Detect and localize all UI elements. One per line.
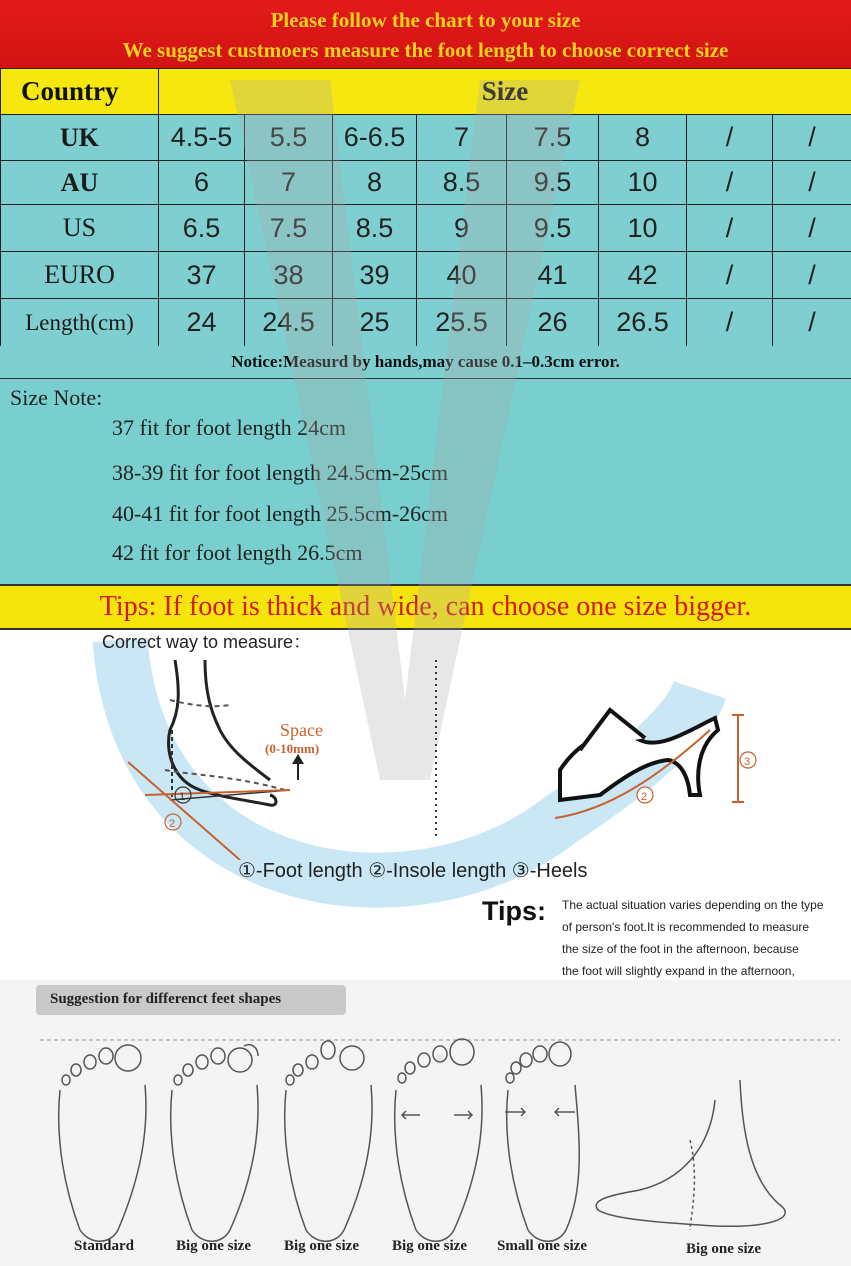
table-cell: 25.5 [417, 299, 507, 347]
table-cell: 7 [417, 115, 507, 161]
row-label-us: US [1, 205, 159, 252]
table-cell: 6.5 [159, 205, 245, 252]
table-cell: 8.5 [333, 205, 417, 252]
feet-shapes-illustration [0, 1030, 851, 1260]
table-cell: 40 [417, 252, 507, 299]
table-cell: 6 [159, 161, 245, 205]
marker-2-heel: 2 [641, 791, 648, 803]
table-cell: 5.5 [245, 115, 333, 161]
table-cell: 10 [599, 161, 687, 205]
space-label: Space [280, 720, 323, 740]
table-cell: / [773, 161, 851, 205]
shape-label: Standard [74, 1238, 135, 1254]
table-cell: / [773, 252, 851, 299]
size-chart-header [0, 0, 851, 68]
table-row [1, 299, 851, 347]
shape-label: Big one size [686, 1241, 761, 1257]
table-cell: / [687, 115, 773, 161]
table-row [1, 252, 851, 299]
row-label-euro: EURO [1, 252, 159, 299]
foot-wide-icon [395, 1039, 482, 1241]
size-note-line: 38-39 fit for foot length 24.5cm-25cm [112, 460, 449, 485]
table-cell: 24.5 [245, 299, 333, 347]
table-cell: 8 [599, 115, 687, 161]
table-cell: 9.5 [507, 205, 599, 252]
marker-1: 1 [179, 791, 186, 803]
shape-label: Small one size [497, 1238, 587, 1254]
table-cell: 8.5 [417, 161, 507, 205]
size-note-line: 40-41 fit for foot length 25.5cm-26cm [112, 501, 449, 526]
table-cell: 7.5 [245, 205, 333, 252]
row-label-length: Length(cm) [1, 299, 159, 347]
table-cell: / [687, 205, 773, 252]
tips-line: the foot will slightly expand in the afternoon, [562, 964, 795, 978]
space-range: (0-10mm) [265, 741, 320, 756]
size-note-panel [0, 379, 851, 584]
table-cell: / [773, 299, 851, 347]
size-header: Size [159, 69, 851, 115]
header-line-1: Please follow the chart to your size [270, 8, 581, 32]
table-cell: 6-6.5 [333, 115, 417, 161]
foot-side-icon [596, 1080, 785, 1230]
heel-shoe-illustration [550, 700, 780, 830]
country-header: Country [1, 69, 159, 115]
table-row [1, 161, 851, 205]
feet-shapes-title: Suggestion for differenct feet shapes [36, 985, 346, 1015]
table-cell: 26 [507, 299, 599, 347]
row-label-au: AU [1, 161, 159, 205]
marker-3: 3 [744, 756, 751, 768]
table-cell: 7 [245, 161, 333, 205]
shape-label: Big one size [176, 1238, 251, 1254]
size-note-title: Size Note: [10, 385, 103, 410]
size-table [0, 68, 851, 347]
foot-measure-illustration [110, 650, 470, 860]
table-cell: 9 [417, 205, 507, 252]
row-label-uk: UK [1, 115, 159, 161]
table-cell: 8 [333, 161, 417, 205]
foot-narrow-icon [505, 1042, 579, 1241]
foot-big-toe-icon [171, 1045, 258, 1242]
table-cell: 9.5 [507, 161, 599, 205]
table-cell: / [687, 252, 773, 299]
measure-legend: ①-Foot length ②-Insole length ③-Heels [238, 860, 588, 882]
shape-label: Big one size [284, 1238, 359, 1254]
notice-text: Notice:Measurd by hands,may cause 0.1–0.3cm error. [0, 346, 851, 379]
table-cell: 24 [159, 299, 245, 347]
tips-line: the size of the foot in the afternoon, because [562, 942, 799, 956]
header-line-2: We suggest custmoers measure the foot length to choose correct size [122, 38, 729, 62]
table-cell: / [773, 205, 851, 252]
size-note-line: 42 fit for foot length 26.5cm [112, 540, 363, 565]
table-cell: / [687, 299, 773, 347]
table-row [1, 205, 851, 252]
table-cell: 7.5 [507, 115, 599, 161]
table-cell: 26.5 [599, 299, 687, 347]
table-cell: / [687, 161, 773, 205]
table-cell: 38 [245, 252, 333, 299]
tips-line: The actual situation varies depending on the type [562, 898, 824, 912]
shape-label: Big one size [392, 1238, 467, 1254]
divider-dotted [434, 660, 438, 840]
tips-title: Tips: [482, 896, 547, 926]
size-note-line: 37 fit for foot length 24cm [112, 415, 347, 440]
table-cell: / [773, 115, 851, 161]
table-row [1, 115, 851, 161]
tips-bar: Tips: If foot is thick and wide, can choose one size bigger. [0, 584, 851, 630]
table-cell: 39 [333, 252, 417, 299]
foot-long-second-toe-icon [285, 1041, 372, 1241]
tips-line: of person's foot.It is recommended to measure [562, 920, 810, 934]
table-cell: 42 [599, 252, 687, 299]
marker-2: 2 [169, 818, 176, 830]
table-cell: 10 [599, 205, 687, 252]
foot-standard-icon [59, 1045, 146, 1241]
table-cell: 4.5-5 [159, 115, 245, 161]
table-cell: 37 [159, 252, 245, 299]
table-cell: 25 [333, 299, 417, 347]
table-cell: 41 [507, 252, 599, 299]
measure-title: Correct way to measure： [102, 632, 312, 652]
